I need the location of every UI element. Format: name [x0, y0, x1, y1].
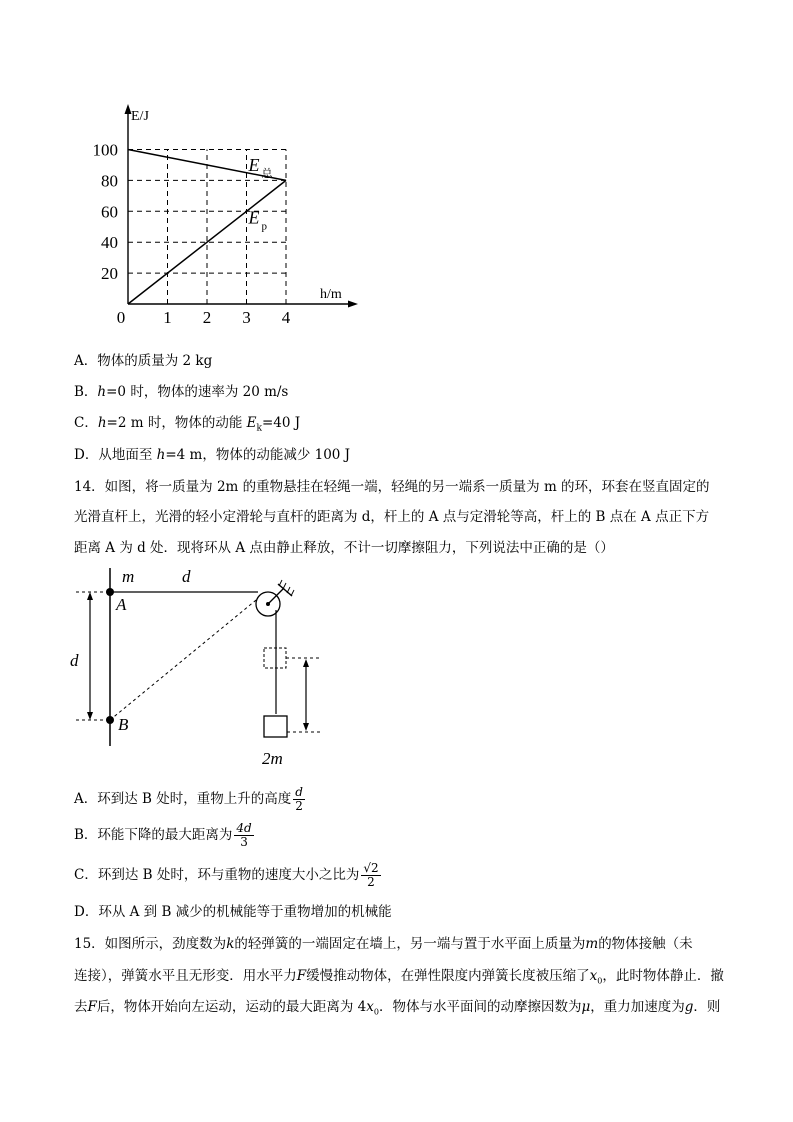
fraction-sqrt2-over-2: [361, 862, 380, 889]
option-letter: B．: [74, 384, 98, 400]
denominator: 2: [295, 799, 303, 813]
x-tick-label-2: 2: [202, 308, 212, 327]
label-a: A: [116, 595, 127, 614]
y-tick-label-40: 40: [101, 233, 118, 253]
arrow-head-up: [87, 592, 93, 600]
q14-stem-line-2: 光滑直杆上，光滑的轻小定滑轮与直杆的距离为 d，杆上的 A 点与定滑轮等高，杆上的 B 点在 A 点正下方: [74, 509, 710, 525]
mass-2m-box: [264, 716, 287, 737]
text: ，重力加速度为: [590, 999, 685, 1015]
ceiling-hatch: [279, 580, 294, 596]
var-h: h: [97, 415, 107, 431]
energy-height-chart: [80, 92, 370, 332]
ring-point-a: [106, 588, 114, 596]
q13-option-d[interactable]: [74, 445, 350, 465]
q15-stem-line-2: [74, 966, 724, 992]
x-axis-label: h/m: [320, 287, 342, 302]
var-f: F: [296, 968, 307, 984]
var-x0: x: [589, 968, 598, 984]
series-label-0: E: [248, 155, 260, 176]
option-letter: B．: [74, 827, 98, 843]
fraction-4d-over-3: [234, 822, 253, 849]
label-d-left: d: [70, 651, 79, 670]
text: ，此时物体静止．撤: [602, 968, 724, 984]
x-tick-label-1: 1: [163, 308, 172, 327]
text: 的轻弹簧的一端固定在墙上，另一端与置于水平面上质量为: [234, 936, 586, 952]
text: 缓慢推动物体，在弹性限度内弹簧长度被压缩了: [306, 968, 590, 984]
series-label-sub-1: p: [261, 220, 267, 233]
text: 去: [74, 999, 88, 1015]
var-h: h: [97, 384, 107, 400]
q15-stem-line-1: [74, 934, 693, 954]
rope-dashed-diagonal: [110, 596, 261, 720]
option-text: 物体的质量为 2 kg: [97, 353, 213, 369]
var-f: F: [87, 999, 97, 1015]
var-m: m: [585, 936, 599, 952]
option-text: 环能下降的最大距离为: [97, 827, 233, 843]
label-b: B: [118, 715, 129, 734]
var-x0-sub: 0: [373, 1007, 379, 1017]
ring-point-b: [106, 716, 114, 724]
q14-stem-line-3: 距离 A 为 d 处．现将环从 A 点由静止释放，不计一切摩擦阻力，下列说法中正确的是（）: [74, 540, 614, 556]
y-axis-label: E/J: [131, 109, 149, 124]
q14-option-b[interactable]: [74, 820, 254, 850]
text: ．则: [693, 999, 721, 1015]
var-mu: μ: [581, 999, 591, 1015]
option-letter: D．: [74, 904, 99, 920]
option-text: =0 时，物体的速率为 20 m/s: [106, 384, 289, 400]
x-tick-label-3: 3: [242, 308, 251, 327]
text: ．物体与水平面间的动摩擦因数为: [378, 999, 582, 1015]
label-m: m: [122, 567, 135, 586]
q15-stem-line-3: [74, 997, 720, 1023]
x-tick-label-0: 0: [116, 308, 126, 327]
text: 的物体接触（未: [598, 936, 693, 952]
option-text: 环到达 B 处时，环与重物的速度大小之比为: [97, 867, 360, 883]
x-tick-label-4: 4: [281, 308, 291, 327]
option-text-2: =4 m，物体的动能减少 100 J: [165, 447, 351, 463]
option-text: 从地面至: [98, 447, 157, 463]
option-text: 环到达 B 处时，重物上升的高度: [97, 791, 292, 807]
numerator: 4d: [236, 821, 252, 835]
option-text-2: =40 J: [261, 415, 301, 431]
option-letter: A．: [74, 353, 98, 369]
pulley-ring-figure: [70, 566, 330, 776]
text: 连接），弹簧水平且无形变．用水平力: [74, 968, 297, 984]
q14-option-a[interactable]: [74, 784, 305, 814]
q13-option-c[interactable]: [74, 413, 300, 439]
label-d-top: d: [182, 567, 191, 586]
var-h: h: [156, 447, 166, 463]
x-axis-arrow: [348, 301, 358, 308]
option-letter: C．: [74, 867, 98, 883]
option-letter: D．: [74, 447, 99, 463]
arrow-head-up: [303, 659, 309, 667]
var-ek-sub: k: [256, 423, 262, 434]
numerator: √2: [363, 861, 379, 875]
denominator: 3: [240, 835, 248, 849]
option-letter: A．: [74, 791, 98, 807]
series-label-sub-0: 总: [261, 168, 273, 181]
mass-final-position: [264, 648, 286, 668]
text: 15．如图所示，劲度数为: [74, 936, 227, 952]
text: 后，物体开始向左运动，运动的最大距离为 4: [96, 999, 367, 1015]
numerator: d: [295, 785, 303, 799]
option-letter: C．: [74, 415, 98, 431]
y-tick-label-20: 20: [101, 264, 118, 284]
chart-axes: [125, 104, 359, 308]
y-tick-label-60: 60: [101, 202, 118, 222]
var-g: g: [684, 999, 694, 1015]
y-tick-label-100: 100: [92, 140, 118, 160]
var-k: k: [226, 936, 235, 952]
q14-option-c[interactable]: [74, 860, 381, 890]
q14-stem-line-1: 14．如图，将一质量为 2m 的重物悬挂在轻绳一端，轻绳的另一端系一质量为 m 的环，环套在竖直固定的: [74, 479, 710, 495]
arrow-head-down: [303, 723, 309, 731]
q13-option-b[interactable]: [74, 382, 288, 402]
option-text: =2 m 时，物体的动能: [106, 415, 247, 431]
q14-option-d[interactable]: [74, 902, 392, 922]
arrow-head-down: [87, 712, 93, 720]
series-label-1: E: [248, 207, 260, 228]
option-text: 环从 A 到 B 减少的机械能等于重物增加的机械能: [98, 904, 392, 920]
var-x0: x: [366, 999, 374, 1015]
fraction-d-over-2: [293, 786, 305, 813]
q13-option-a[interactable]: [74, 351, 212, 371]
label-2m: 2m: [262, 749, 283, 768]
denominator: 2: [367, 875, 375, 889]
y-tick-label-80: 80: [101, 171, 118, 191]
var-x0-sub: 0: [597, 976, 603, 986]
var-ek: E: [246, 415, 257, 431]
